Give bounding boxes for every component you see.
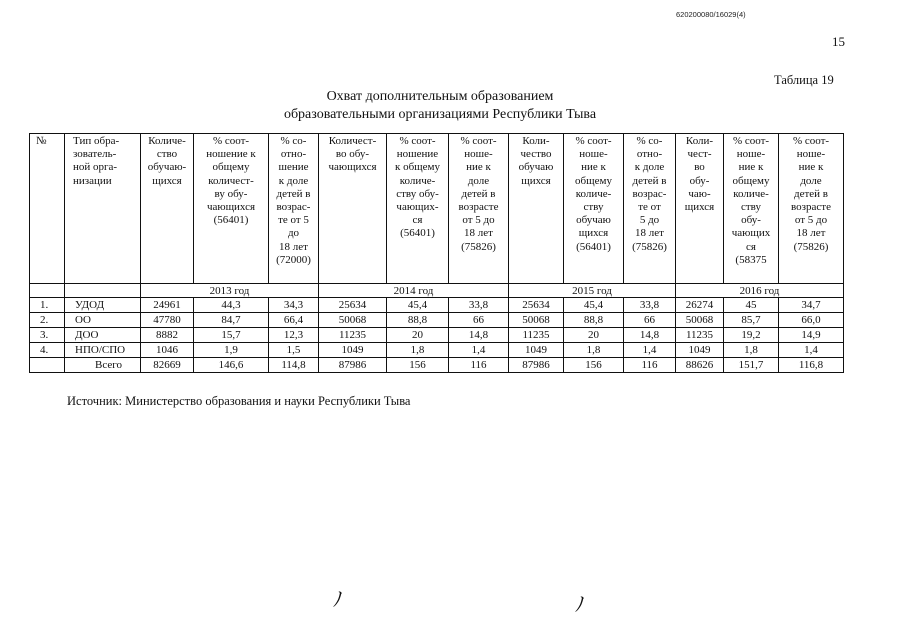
table-cell: 34,7 [779, 298, 844, 313]
header-text: Количест- во обу- чающихся [328, 135, 377, 174]
table-cell: 20 [564, 328, 624, 343]
header-text: % со- отно- шение к доле детей в возрас- те от 5 до 18 лет (72000) [276, 135, 311, 266]
header-text: % соот- ношение к общему количе- ству обу- чающих- ся (56401) [394, 135, 440, 240]
table-cell: 1,8 [724, 343, 779, 358]
table-cell: 88626 [676, 358, 724, 373]
row-number: 1. [30, 298, 65, 313]
row-number: 2. [30, 313, 65, 328]
header-text: Количе- ство обучаю- щихся [147, 135, 187, 187]
header-text: % соот- ноше- ние к общему количе- ству обучаю щихся (56401) [575, 135, 612, 253]
header-text: % соот- ноше- ние к доле детей в возрасте от 5 до 18 лет (75826) [791, 135, 831, 253]
header-cell [676, 134, 724, 284]
header-cell-type [65, 134, 141, 284]
table-cell: 156 [564, 358, 624, 373]
header-cell [449, 134, 509, 284]
table-cell: 12,3 [269, 328, 319, 343]
table-cell: 20 [387, 328, 449, 343]
table-cell: 88,8 [564, 313, 624, 328]
table-cell: 34,3 [269, 298, 319, 313]
header-text: Коли- чество обучаю щихся [518, 135, 554, 187]
table-cell: 1,9 [194, 343, 269, 358]
table-cell: 14,9 [779, 328, 844, 343]
table-cell: 33,8 [624, 298, 676, 313]
header-text: % со- отно- к доле детей в возрас- те от 5 до 18 лет (75826) [632, 135, 667, 253]
table-cell: 11235 [676, 328, 724, 343]
table-cell: 50068 [319, 313, 387, 328]
table-cell: 84,7 [194, 313, 269, 328]
table-cell: 114,8 [269, 358, 319, 373]
table-cell: 66 [449, 313, 509, 328]
header-cell [319, 134, 387, 284]
table-cell: 50068 [676, 313, 724, 328]
table-cell: 25634 [319, 298, 387, 313]
table-cell: 1,4 [779, 343, 844, 358]
table-body [30, 298, 844, 373]
table-cell: 116 [449, 358, 509, 373]
table-cell: 1049 [509, 343, 564, 358]
header-text: % соот- ношение к общему количест- ву обу- чающихся (56401) [206, 135, 256, 227]
table-row [30, 343, 844, 358]
table-cell: 1,5 [269, 343, 319, 358]
table-cell: 45,4 [564, 298, 624, 313]
table-cell: 26274 [676, 298, 724, 313]
table-row [30, 298, 844, 313]
table-cell: 25634 [509, 298, 564, 313]
table-cell: 116 [624, 358, 676, 373]
header-cell [141, 134, 194, 284]
table-label: Таблица 19 [774, 73, 834, 87]
header-cell [564, 134, 624, 284]
table-cell: 44,3 [194, 298, 269, 313]
table-cell: 14,8 [624, 328, 676, 343]
header-text: % соот- ноше- ние к доле детей в возрасте от 5 до 18 лет (75826) [458, 135, 499, 253]
row-type: ОО [65, 313, 141, 328]
year-cell-empty [30, 284, 65, 298]
table-cell: 1,8 [387, 343, 449, 358]
table-cell: 33,8 [449, 298, 509, 313]
header-cell [624, 134, 676, 284]
table-cell: 19,2 [724, 328, 779, 343]
source-note: Источник: Министерство образования и науки Республики Тыва [67, 394, 411, 408]
year-cell-2013: 2013 год [141, 284, 319, 298]
table-cell: 1049 [676, 343, 724, 358]
table-cell: 50068 [509, 313, 564, 328]
table-cell: 47780 [141, 313, 194, 328]
year-cell-2014: 2014 год [319, 284, 509, 298]
header-cell [387, 134, 449, 284]
table-cell: 11235 [509, 328, 564, 343]
table-cell: 24961 [141, 298, 194, 313]
row-type: УДОД [65, 298, 141, 313]
table-title-line-1: Охват дополнительным образованием [326, 89, 554, 104]
page-number: 15 [832, 34, 845, 49]
document-id: 620200080/16029(4) [676, 10, 746, 19]
header-cell-num [30, 134, 65, 284]
table-cell: 66,4 [269, 313, 319, 328]
header-cell [724, 134, 779, 284]
table-cell: 88,8 [387, 313, 449, 328]
coverage-table [29, 133, 844, 373]
table-title [220, 88, 660, 124]
header-text: № [36, 135, 47, 147]
table-cell: 1,8 [564, 343, 624, 358]
row-number [30, 358, 65, 373]
table-cell: 8882 [141, 328, 194, 343]
table-cell: 85,7 [724, 313, 779, 328]
header-cell [779, 134, 844, 284]
table-cell: 156 [387, 358, 449, 373]
table-cell: 151,7 [724, 358, 779, 373]
table-row [30, 358, 844, 373]
table-row [30, 313, 844, 328]
header-cell [194, 134, 269, 284]
row-number: 4. [30, 343, 65, 358]
table-cell: 45 [724, 298, 779, 313]
table-cell: 66,0 [779, 313, 844, 328]
signature-mark: ﾉ [333, 589, 343, 611]
year-cell-empty [65, 284, 141, 298]
table-cell: 45,4 [387, 298, 449, 313]
header-row [30, 134, 844, 284]
table-cell: 116,8 [779, 358, 844, 373]
row-type: Всего [65, 358, 141, 373]
row-type: ДОО [65, 328, 141, 343]
year-cell-2015: 2015 год [509, 284, 676, 298]
table-cell: 15,7 [194, 328, 269, 343]
table-cell: 1,4 [449, 343, 509, 358]
table-cell: 146,6 [194, 358, 269, 373]
table-cell: 66 [624, 313, 676, 328]
table-cell: 87986 [319, 358, 387, 373]
table-cell: 1046 [141, 343, 194, 358]
table-cell: 82669 [141, 358, 194, 373]
year-cell-2016: 2016 год [676, 284, 844, 298]
table-cell: 87986 [509, 358, 564, 373]
table-cell: 1049 [319, 343, 387, 358]
header-cell [509, 134, 564, 284]
signature-mark: ﾉ [575, 594, 585, 616]
header-cell [269, 134, 319, 284]
header-text: Коли- чест- во обу- чаю- щихся [684, 135, 715, 214]
year-row [30, 284, 844, 298]
header-text: Тип обра- зователь- ной орга- низации [73, 135, 120, 187]
row-type: НПО/СПО [65, 343, 141, 358]
table-row [30, 328, 844, 343]
table-cell: 14,8 [449, 328, 509, 343]
row-number: 3. [30, 328, 65, 343]
table-title-line-2: образовательными организациями Республики Тыва [283, 107, 597, 122]
table-cell: 11235 [319, 328, 387, 343]
header-text: % соот- ноше- ние к общему количе- ству обу- чающих ся (58375 [731, 135, 771, 266]
table-cell: 1,4 [624, 343, 676, 358]
